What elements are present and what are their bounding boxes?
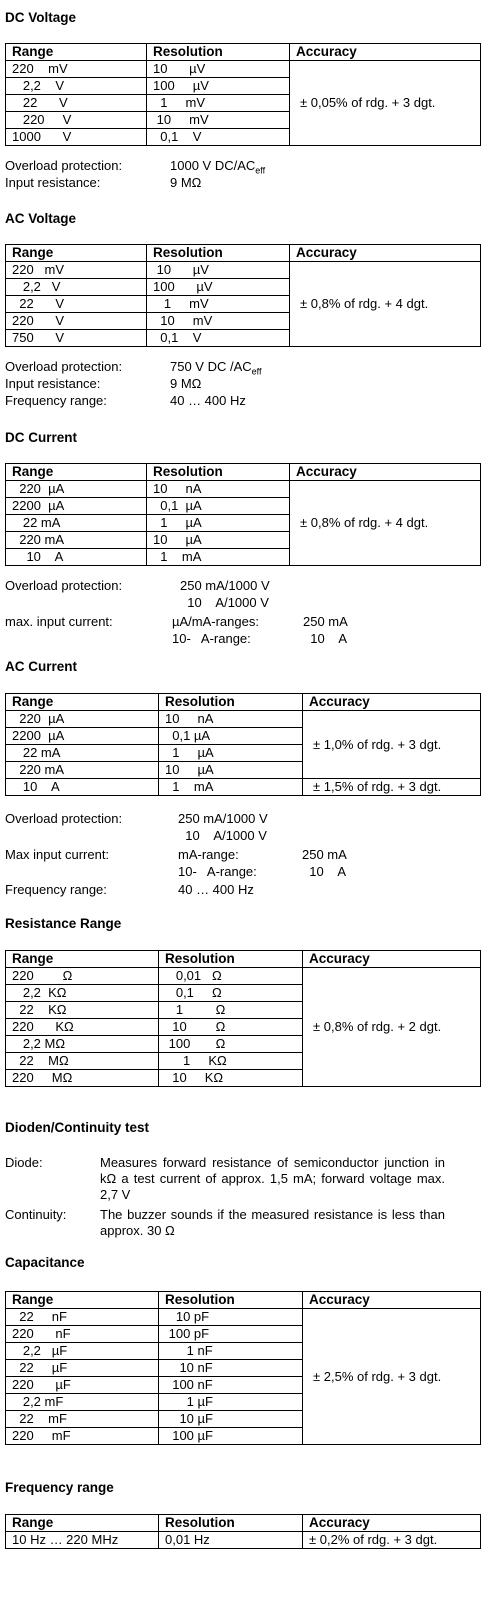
resolution-header: Resolution [159, 1515, 303, 1532]
accuracy-header: Accuracy [303, 1292, 481, 1309]
range-cell: 22 mA [6, 745, 159, 762]
continuity-description: The buzzer sounds if the measured resistance is less than approx. 30 Ω [100, 1207, 445, 1238]
resolution-cell: 1 µF [159, 1394, 303, 1411]
resolution-cell: 10 µA [159, 762, 303, 779]
ac-voltage-table [5, 244, 481, 347]
frequency-range-label: Frequency range: [5, 393, 107, 408]
overload-value: 250 mA/1000 V [178, 811, 268, 826]
accuracy-cell: ± 0,8% of rdg. + 4 dgt. [290, 262, 481, 347]
resolution-cell: 0,1 V [147, 330, 290, 347]
range-cell: 22 V [6, 296, 147, 313]
ac-current-table [5, 693, 481, 796]
resolution-cell: 0,1 µA [147, 498, 290, 515]
resolution-header: Resolution [159, 1292, 303, 1309]
overload-value: 10 A/1000 V [180, 595, 269, 610]
range-header: Range [6, 694, 159, 711]
frequency-table [5, 1514, 481, 1549]
resolution-cell: 100 pF [159, 1326, 303, 1343]
accuracy-header: Accuracy [290, 245, 481, 262]
range-header: Range [6, 1515, 159, 1532]
accuracy-cell: ± 0,05% of rdg. + 3 dgt. [290, 61, 481, 146]
overload-label: Overload protection: [5, 811, 123, 826]
range-cell: 220 mV [6, 262, 147, 279]
range-cell: 2,2 mF [6, 1394, 159, 1411]
max-input-current-label: Max input current: [5, 847, 110, 862]
range-cell: 220 µA [6, 711, 159, 728]
resolution-cell: 0,1 V [147, 129, 290, 146]
frequency-title: Frequency range [5, 1480, 114, 1495]
range-label: 10- A-range: [178, 864, 257, 879]
accuracy-cell: ± 0,2% of rdg. + 3 dgt. [303, 1532, 481, 1549]
range-cell: 750 V [6, 330, 147, 347]
ac-voltage-title: AC Voltage [5, 211, 77, 226]
range-cell: 2,2 MΩ [6, 1036, 159, 1053]
range-cell: 2,2 µF [6, 1343, 159, 1360]
input-resistance-value: 9 MΩ [170, 175, 202, 190]
resolution-cell: 1 mV [147, 296, 290, 313]
range-label: 10- A-range: [172, 631, 251, 646]
resolution-cell: 10 µA [147, 532, 290, 549]
diode-title: Dioden/Continuity test [5, 1120, 149, 1135]
accuracy-cell: ± 2,5% of rdg. + 3 dgt. [303, 1309, 481, 1445]
resolution-cell: 0,01 Ω [159, 968, 303, 985]
resolution-header: Resolution [159, 694, 303, 711]
range-cell: 2200 µA [6, 728, 159, 745]
capacitance-title: Capacitance [5, 1255, 85, 1270]
range-cell: 1000 V [6, 129, 147, 146]
range-cell: 2,2 KΩ [6, 985, 159, 1002]
resolution-cell: 1 mV [147, 95, 290, 112]
overload-value: 750 V DC $/AC_{eff}$ [170, 359, 262, 377]
range-cell: 220 KΩ [6, 1019, 159, 1036]
resistance-table [5, 950, 481, 1087]
resolution-cell: 0,1 µA [159, 728, 303, 745]
range-label: µA/mA-ranges: [172, 614, 259, 629]
resolution-cell: 10 µV [147, 61, 290, 78]
accuracy-cell: ± 0,8% of rdg. + 2 dgt. [303, 968, 481, 1087]
ac-current-title: AC Current [5, 659, 78, 674]
range-cell: 10 A [6, 549, 147, 566]
resolution-cell: 10 µV [147, 262, 290, 279]
range-value: 250 mA [303, 614, 348, 629]
input-resistance-label: Input resistance: [5, 376, 101, 391]
range-cell: 220 mF [6, 1428, 159, 1445]
input-resistance-label: Input resistance: [5, 175, 101, 190]
accuracy-header: Accuracy [290, 464, 481, 481]
overload-label: Overload protection: [5, 578, 123, 593]
range-cell: 220 µF [6, 1377, 159, 1394]
range-header: Range [6, 1292, 159, 1309]
accuracy-header: Accuracy [303, 951, 481, 968]
range-cell: 10 Hz … 220 MHz [6, 1532, 159, 1549]
frequency-range-value: 40 … 400 Hz [170, 393, 246, 408]
range-cell: 22 µF [6, 1360, 159, 1377]
range-header: Range [6, 951, 159, 968]
resolution-cell: 100 µV [147, 78, 290, 95]
overload-value: 1000 V $DC/AC_{eff}$ [170, 158, 266, 176]
capacitance-table [5, 1291, 481, 1445]
resolution-cell: 1 Ω [159, 1002, 303, 1019]
accuracy-cell: ± 1,0% of rdg. + 3 dgt. [303, 711, 481, 779]
resolution-cell: 10 mV [147, 313, 290, 330]
accuracy-header: Accuracy [303, 1515, 481, 1532]
diode-description: Measures forward resistance of semiconductor junction in kΩ a test current of approx. 1,5 mA; forward voltage max. 2,7 V [100, 1155, 445, 1202]
range-cell: 220 mV [6, 61, 147, 78]
range-cell: 22 MΩ [6, 1053, 159, 1070]
resolution-cell: 1 µA [147, 515, 290, 532]
dc-voltage-table [5, 43, 481, 146]
resolution-header: Resolution [147, 245, 290, 262]
resolution-cell: 10 µF [159, 1411, 303, 1428]
resolution-cell: 1 mA [147, 549, 290, 566]
max-input-current-label: max. input current: [5, 614, 113, 629]
range-value: 10 A [302, 864, 347, 879]
range-header: Range [6, 44, 147, 61]
resolution-cell: 1 nF [159, 1343, 303, 1360]
resolution-cell: 10 Ω [159, 1019, 303, 1036]
resolution-cell: 10 nA [147, 481, 290, 498]
range-cell: 22 mF [6, 1411, 159, 1428]
resolution-cell: 1 KΩ [159, 1053, 303, 1070]
range-cell: 22 nF [6, 1309, 159, 1326]
resolution-cell: 1 µA [159, 745, 303, 762]
range-value: 250 mA [302, 847, 347, 862]
range-cell: 220 V [6, 313, 147, 330]
range-cell: 10 A [6, 779, 159, 796]
range-header: Range [6, 245, 147, 262]
range-cell: 22 mA [6, 515, 147, 532]
accuracy-header: Accuracy [303, 694, 481, 711]
overload-value: 10 A/1000 V [178, 828, 267, 843]
resistance-title: Resistance Range [5, 916, 122, 931]
range-label: mA-range: [178, 847, 239, 862]
range-cell: 220 mA [6, 762, 159, 779]
continuity-label: Continuity: [5, 1207, 67, 1222]
range-cell: 220 nF [6, 1326, 159, 1343]
range-cell: 220 Ω [6, 968, 159, 985]
range-cell: 22 KΩ [6, 1002, 159, 1019]
resolution-cell: 10 nA [159, 711, 303, 728]
range-cell: 22 V [6, 95, 147, 112]
range-cell: 2200 µA [6, 498, 147, 515]
accuracy-cell: ± 0,8% of rdg. + 4 dgt. [290, 481, 481, 566]
accuracy-header: Accuracy [290, 44, 481, 61]
frequency-range-label: Frequency range: [5, 882, 107, 897]
resolution-cell: 10 nF [159, 1360, 303, 1377]
input-resistance-value: 9 MΩ [170, 376, 202, 391]
range-cell: 2,2 V [6, 279, 147, 296]
range-header: Range [6, 464, 147, 481]
resolution-cell: 100 Ω [159, 1036, 303, 1053]
resolution-cell: 1 mA [159, 779, 303, 796]
dc-voltage-title: DC Voltage [5, 10, 77, 25]
overload-label: Overload protection: [5, 359, 123, 374]
resolution-cell: 10 KΩ [159, 1070, 303, 1087]
range-cell: 220 mA [6, 532, 147, 549]
resolution-cell: 0,01 Hz [159, 1532, 303, 1549]
resolution-cell: 0,1 Ω [159, 985, 303, 1002]
resolution-header: Resolution [147, 464, 290, 481]
range-cell: 2,2 V [6, 78, 147, 95]
range-cell: 220 µA [6, 481, 147, 498]
resolution-cell: 100 nF [159, 1377, 303, 1394]
frequency-range-value: 40 … 400 Hz [178, 882, 254, 897]
overload-value: 250 mA/1000 V [180, 578, 270, 593]
range-cell: 220 MΩ [6, 1070, 159, 1087]
resolution-cell: 100 µF [159, 1428, 303, 1445]
resolution-cell: 10 mV [147, 112, 290, 129]
range-cell: 220 V [6, 112, 147, 129]
dc-current-title: DC Current [5, 430, 78, 445]
resolution-header: Resolution [147, 44, 290, 61]
resolution-cell: 100 µV [147, 279, 290, 296]
accuracy-cell: ± 1,5% of rdg. + 3 dgt. [303, 779, 481, 796]
overload-label: Overload protection: [5, 158, 123, 173]
dc-current-table [5, 463, 481, 566]
resolution-cell: 10 pF [159, 1309, 303, 1326]
diode-label: Diode: [5, 1155, 43, 1170]
resolution-header: Resolution [159, 951, 303, 968]
range-value: 10 A [303, 631, 348, 646]
